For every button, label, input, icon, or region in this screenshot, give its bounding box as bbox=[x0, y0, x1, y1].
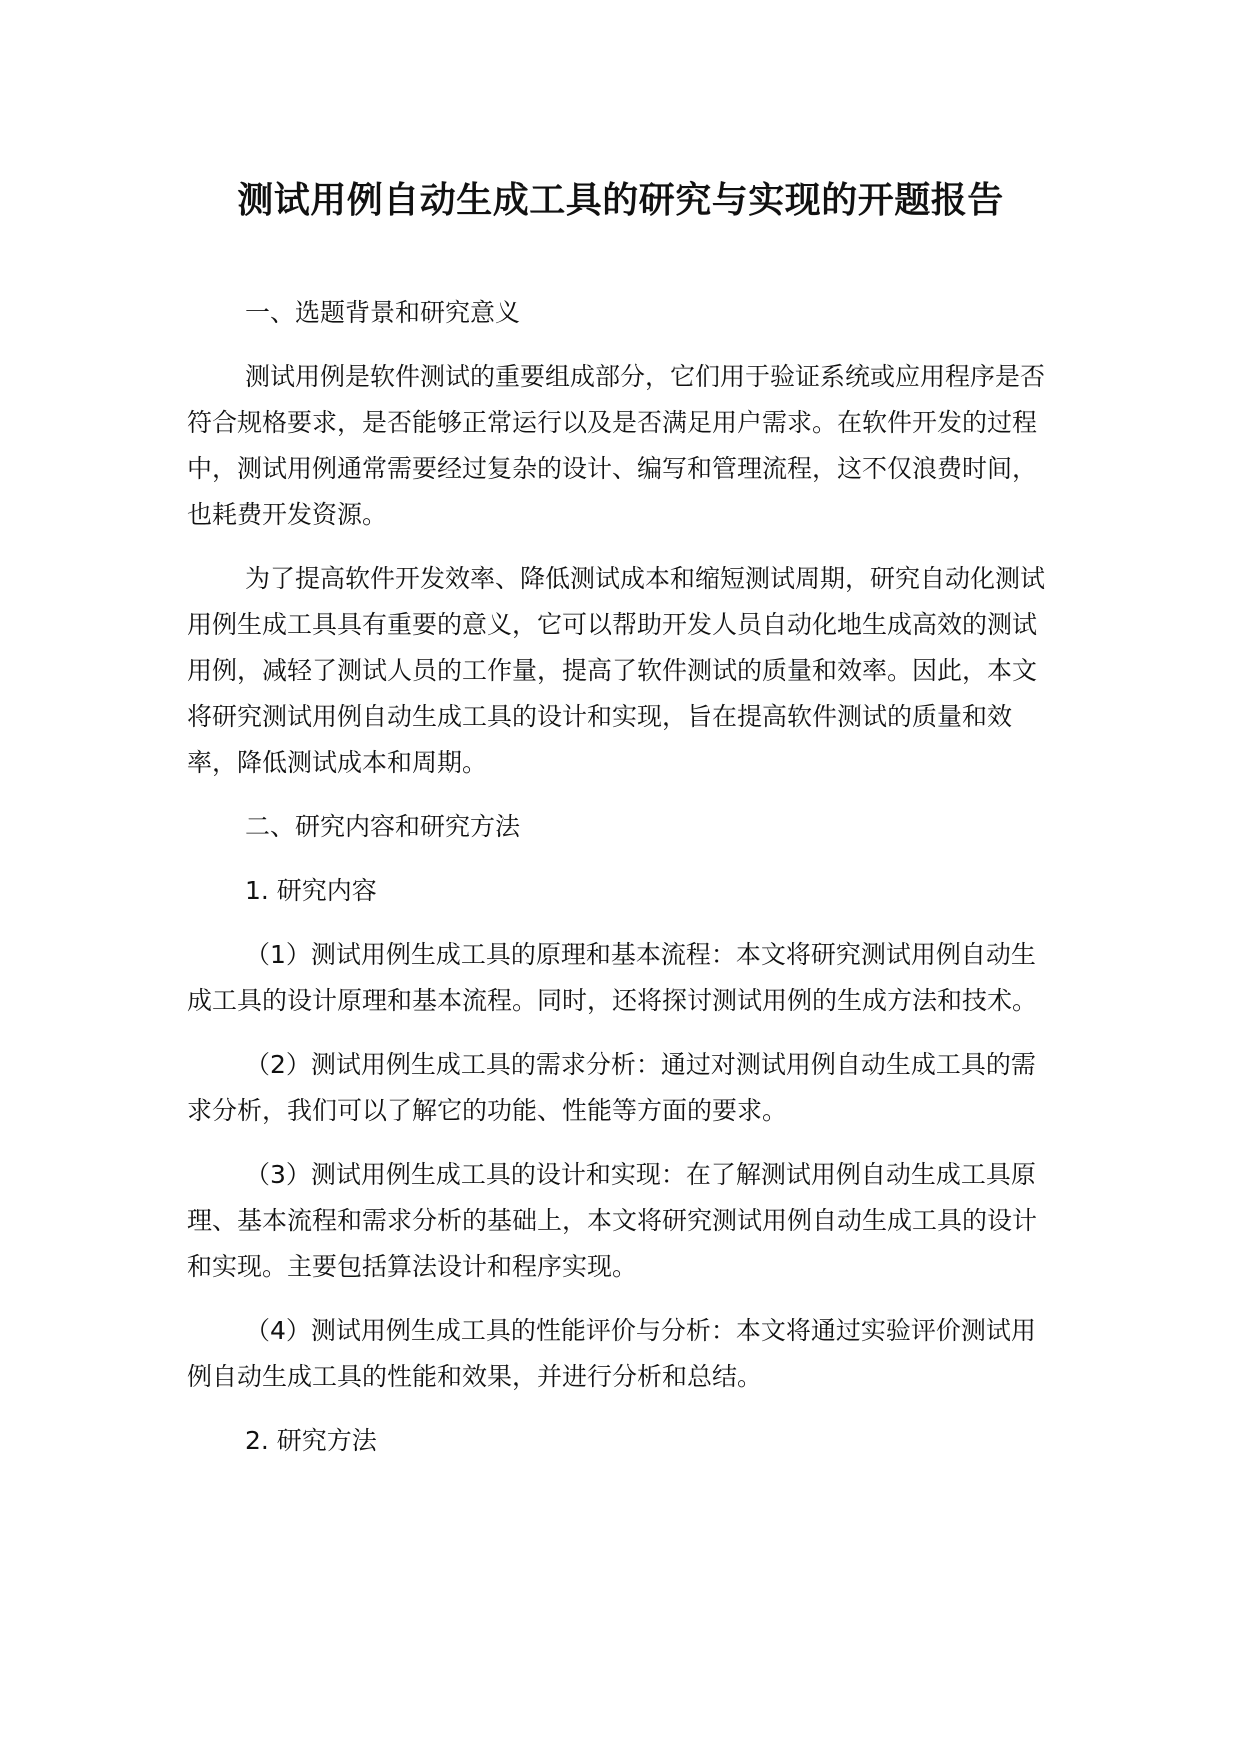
list-item-content-4: （4）测试用例生成工具的性能评价与分析：本文将通过实验评价测试用例自动生成工具的性能和效果，并进行分析和总结。 bbox=[187, 1316, 1036, 1391]
paragraph-background-2: 为了提高软件开发效率、降低测试成本和缩短测试周期，研究自动化测试用例生成工具具有重要的意义，它可以帮助开发人员自动化地生成高效的测试用例，减轻了测试人员的工作量，提高了软件测试的质量和效率。因此，本文将研究测试用例自动生成工具的设计和实现，旨在提高软件测试的质量和效率，降低测试成本和周期。 bbox=[187, 564, 1046, 777]
section-heading-background: 一、选题背景和研究意义 bbox=[245, 298, 521, 327]
list-item-content-1: （1）测试用例生成工具的原理和基本流程：本文将研究测试用例自动生成工具的设计原理和基本流程。同时，还将探讨测试用例的生成方法和技术。 bbox=[187, 940, 1038, 1015]
document-body bbox=[187, 290, 1055, 1482]
subheading-research-methods: 2. 研究方法 bbox=[245, 1426, 377, 1455]
document-title: 测试用例自动生成工具的研究与实现的开题报告 bbox=[237, 180, 1004, 221]
paragraph-background-1: 测试用例是软件测试的重要组成部分，它们用于验证系统或应用程序是否符合规格要求，是否能够正常运行以及是否满足用户需求。在软件开发的过程中，测试用例通常需要经过复杂的设计、编写和管理流程，这不仅浪费时间，也耗费开发资源。 bbox=[187, 362, 1046, 529]
section-heading-methods: 二、研究内容和研究方法 bbox=[245, 812, 521, 841]
list-item-content-2: （2）测试用例生成工具的需求分析：通过对测试用例自动生成工具的需求分析，我们可以了解它的功能、性能等方面的要求。 bbox=[187, 1050, 1036, 1125]
subheading-research-content: 1. 研究内容 bbox=[245, 876, 377, 905]
list-item-content-3: （3）测试用例生成工具的设计和实现：在了解测试用例自动生成工具原理、基本流程和需求分析的基础上，本文将研究测试用例自动生成工具的设计和实现。主要包括算法设计和程序实现。 bbox=[187, 1160, 1038, 1281]
